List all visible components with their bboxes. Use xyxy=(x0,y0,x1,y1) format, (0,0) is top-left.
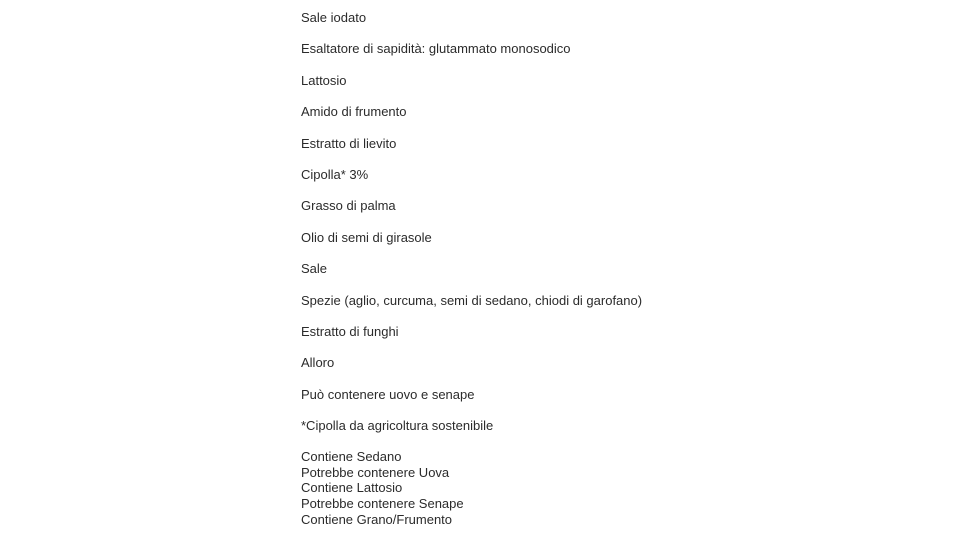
ingredient-item: *Cipolla da agricoltura sostenibile xyxy=(301,418,494,434)
ingredients-list xyxy=(301,10,901,449)
allergen-line: Contiene Sedano xyxy=(301,449,402,464)
allergen-line: Potrebbe contenere Senape xyxy=(301,496,464,512)
ingredient-item: Sale iodato xyxy=(301,10,367,25)
ingredient-item: Estratto di funghi xyxy=(301,323,399,339)
ingredient-item: Estratto di lievito xyxy=(301,135,397,151)
ingredient-item: Lattosio xyxy=(301,72,347,88)
allergen-line: Contiene Grano/Frumento xyxy=(301,511,453,527)
allergen-line: Contiene Lattosio xyxy=(301,480,403,496)
ingredient-item: Grasso di palma xyxy=(301,198,396,214)
ingredient-item: Sale xyxy=(301,261,328,277)
ingredient-item: Esaltatore di sapidità: glutammato monosodico xyxy=(301,41,571,57)
allergen-line: Potrebbe contenere Uova xyxy=(301,464,450,480)
ingredient-item: Alloro xyxy=(301,355,335,371)
allergen-info xyxy=(301,449,464,527)
ingredient-item: Può contenere uovo e senape xyxy=(301,386,475,402)
ingredient-item: Olio di semi di girasole xyxy=(301,229,432,245)
ingredient-item: Spezie (aglio, curcuma, semi di sedano, chiodi di garofano) xyxy=(301,292,643,308)
ingredient-item: Cipolla* 3% xyxy=(301,166,369,182)
ingredient-item: Amido di frumento xyxy=(301,104,407,120)
